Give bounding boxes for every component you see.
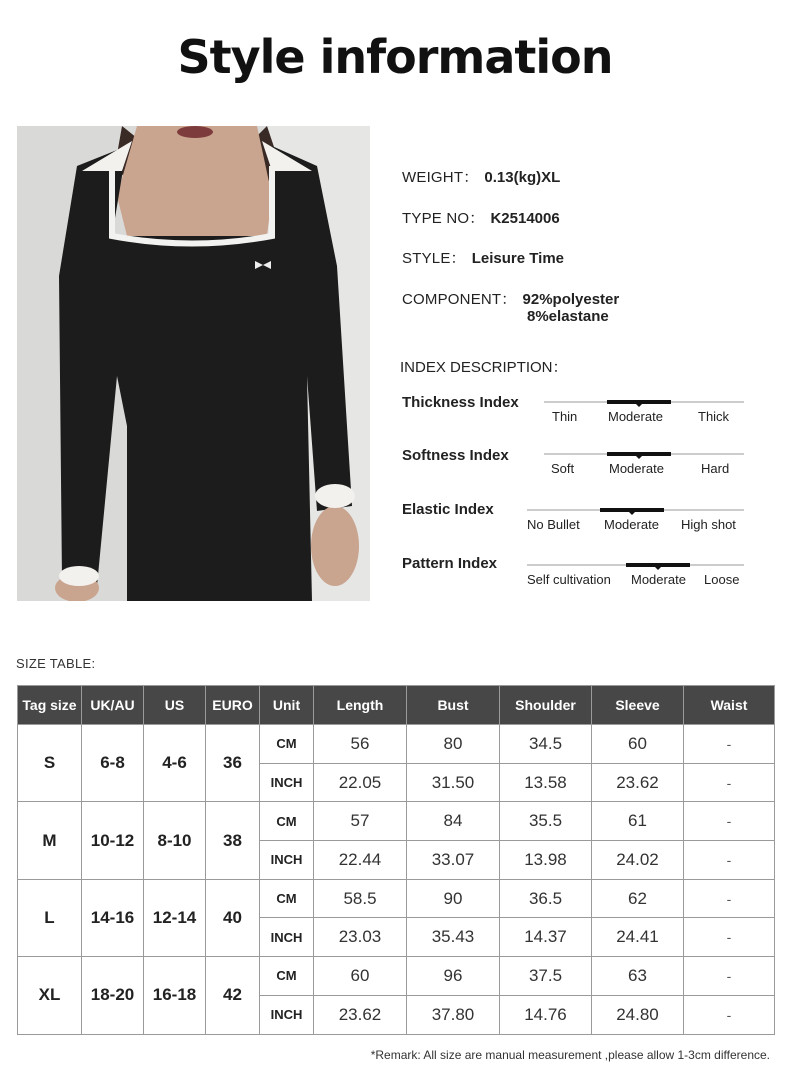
size-table-header-row — [18, 686, 775, 725]
bust-cell: 35.43 — [407, 918, 500, 957]
type-label: TYPE NO： — [402, 210, 485, 227]
euro-cell: 42 — [206, 957, 260, 1034]
scale-option-selected: Moderate — [604, 517, 659, 532]
bust-cell: 90 — [407, 879, 500, 918]
uk-au-cell: 6-8 — [82, 725, 144, 802]
spec-weight — [402, 166, 560, 187]
weight-value: 0.13(kg)XL — [484, 169, 561, 186]
pattern-scale — [527, 564, 744, 598]
scale-option-selected: Moderate — [609, 461, 664, 476]
length-cell: 22.05 — [314, 763, 407, 802]
col-header-unit: Unit — [260, 686, 314, 725]
tag-size-cell: S — [18, 725, 82, 802]
waist-cell: - — [684, 802, 775, 841]
bust-cell: 80 — [407, 725, 500, 764]
sleeve-cell: 63 — [592, 957, 684, 996]
us-cell: 8-10 — [144, 802, 206, 879]
shoulder-cell: 14.37 — [500, 918, 592, 957]
size-table-title: SIZE TABLE: — [16, 656, 96, 671]
component-label: COMPONENT： — [402, 291, 517, 308]
product-photo — [17, 126, 370, 601]
size-table — [17, 685, 775, 1035]
euro-cell: 36 — [206, 725, 260, 802]
length-cell: 56 — [314, 725, 407, 764]
shoulder-cell: 36.5 — [500, 879, 592, 918]
unit-cell: CM — [260, 879, 314, 918]
length-cell: 23.62 — [314, 995, 407, 1034]
style-label: STYLE： — [402, 250, 466, 267]
scale-marker — [626, 563, 690, 567]
spec-type — [402, 207, 560, 228]
table-row — [18, 957, 775, 996]
sleeve-cell: 61 — [592, 802, 684, 841]
scale-option: Thin — [552, 409, 578, 424]
thickness-index-label: Thickness Index — [402, 394, 519, 411]
scale-marker — [607, 452, 671, 456]
length-cell: 23.03 — [314, 918, 407, 957]
us-cell: 12-14 — [144, 879, 206, 956]
tag-size-cell: L — [18, 879, 82, 956]
waist-cell: - — [684, 879, 775, 918]
component-value-2: 8%elastane — [527, 308, 609, 325]
unit-cell: CM — [260, 725, 314, 764]
bust-cell: 84 — [407, 802, 500, 841]
uk-au-cell: 10-12 — [82, 802, 144, 879]
sleeve-cell: 24.02 — [592, 841, 684, 880]
table-row — [18, 725, 775, 764]
waist-cell: - — [684, 725, 775, 764]
sleeve-cell: 60 — [592, 725, 684, 764]
length-cell: 60 — [314, 957, 407, 996]
col-header-shoulder: Shoulder — [500, 686, 592, 725]
weight-label: WEIGHT： — [402, 169, 479, 186]
bust-cell: 33.07 — [407, 841, 500, 880]
softness-index-label: Softness Index — [402, 447, 509, 464]
col-header-length: Length — [314, 686, 407, 725]
us-cell: 16-18 — [144, 957, 206, 1034]
elastic-scale — [527, 509, 744, 543]
index-description-heading: INDEX DESCRIPTION： — [400, 359, 568, 376]
waist-cell: - — [684, 763, 775, 802]
scale-option: Loose — [704, 572, 740, 587]
euro-cell: 38 — [206, 802, 260, 879]
col-header-waist: Waist — [684, 686, 775, 725]
shoulder-cell: 13.58 — [500, 763, 592, 802]
col-header-uk-au: UK/AU — [82, 686, 144, 725]
spec-style — [402, 247, 564, 268]
sleeve-cell: 23.62 — [592, 763, 684, 802]
col-header-tag-size: Tag size — [18, 686, 82, 725]
sleeve-cell: 24.80 — [592, 995, 684, 1034]
col-header-sleeve: Sleeve — [592, 686, 684, 725]
style-value: Leisure Time — [471, 250, 564, 267]
shoulder-cell: 37.5 — [500, 957, 592, 996]
unit-cell: INCH — [260, 918, 314, 957]
tag-size-cell: M — [18, 802, 82, 879]
waist-cell: - — [684, 918, 775, 957]
waist-cell: - — [684, 841, 775, 880]
scale-option-selected: Moderate — [608, 409, 663, 424]
unit-cell: INCH — [260, 841, 314, 880]
col-header-us: US — [144, 686, 206, 725]
component-value-1: 92%polyester — [522, 291, 620, 308]
scale-option: No Bullet — [527, 517, 580, 532]
shoulder-cell: 14.76 — [500, 995, 592, 1034]
uk-au-cell: 18-20 — [82, 957, 144, 1034]
scale-option: Self cultivation — [527, 572, 611, 587]
remark-note: *Remark: All size are manual measurement ,please allow 1-3cm difference. — [370, 1048, 770, 1062]
type-value: K2514006 — [490, 210, 560, 227]
bust-cell: 37.80 — [407, 995, 500, 1034]
spec-component — [402, 288, 620, 325]
waist-cell: - — [684, 995, 775, 1034]
shoulder-cell: 35.5 — [500, 802, 592, 841]
waist-cell: - — [684, 957, 775, 996]
unit-cell: INCH — [260, 995, 314, 1034]
bust-cell: 31.50 — [407, 763, 500, 802]
scale-option: Soft — [551, 461, 575, 476]
sleeve-cell: 24.41 — [592, 918, 684, 957]
uk-au-cell: 14-16 — [82, 879, 144, 956]
scale-marker — [600, 508, 664, 512]
unit-cell: INCH — [260, 763, 314, 802]
bust-cell: 96 — [407, 957, 500, 996]
col-header-bust: Bust — [407, 686, 500, 725]
scale-marker — [607, 400, 671, 404]
table-row — [18, 879, 775, 918]
shoulder-cell: 34.5 — [500, 725, 592, 764]
table-row — [18, 802, 775, 841]
sleeve-cell: 62 — [592, 879, 684, 918]
shoulder-cell: 13.98 — [500, 841, 592, 880]
unit-cell: CM — [260, 802, 314, 841]
scale-option: High shot — [681, 517, 736, 532]
length-cell: 58.5 — [314, 879, 407, 918]
us-cell: 4-6 — [144, 725, 206, 802]
length-cell: 22.44 — [314, 841, 407, 880]
thickness-scale — [544, 401, 744, 435]
col-header-euro: EURO — [206, 686, 260, 725]
scale-option: Thick — [698, 409, 730, 424]
length-cell: 57 — [314, 802, 407, 841]
softness-scale — [544, 453, 744, 487]
page-title: Style information — [177, 30, 613, 84]
unit-cell: CM — [260, 957, 314, 996]
euro-cell: 40 — [206, 879, 260, 956]
tag-size-cell: XL — [18, 957, 82, 1034]
scale-option-selected: Moderate — [631, 572, 686, 587]
pattern-index-label: Pattern Index — [402, 555, 498, 572]
scale-option: Hard — [701, 461, 730, 476]
elastic-index-label: Elastic Index — [402, 501, 494, 518]
